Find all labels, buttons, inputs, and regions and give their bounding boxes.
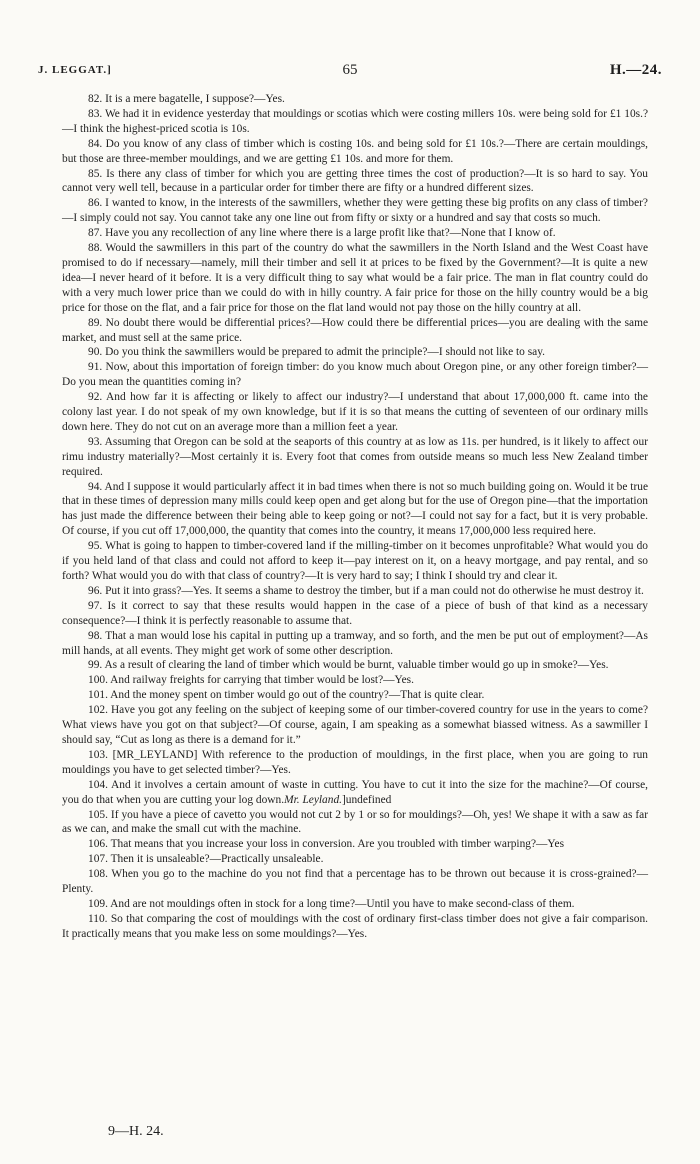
paper-reference: H.—24.: [609, 62, 662, 78]
paragraph: 103. [MR_LEYLAND] With reference to the production of mouldings, in the first place, when you are going to run mouldings you have to get selected timber?—Yes.: [62, 748, 648, 776]
paragraph: 102. Have you got any feeling on the subject of keeping some of our timber-covered country for use in the years to come? What views have you got on that subject?—Of course, again, I am speaking as a somewhat biassed witness. As a sawmiller I should say, “Cut as long as there is a demand for it.”: [62, 704, 648, 746]
paragraph: 110. So that comparing the cost of mouldings with the cost of ordinary first-class timber does not give a fair comparison. It practically means that you make less on some mouldings?—Yes.: [62, 912, 648, 940]
paragraph: 82. It is a mere bagatelle, I suppose?—Yes.: [88, 93, 285, 105]
paragraph: 88. Would the sawmillers in this part of the country do what the sawmillers in the North Island and the West Coast have promised to do if necessary—namely, mill their timber and sell it at prices to be fixed by the Government?—It is quite a new idea—I never heard of it before. It is a very difficult thing to say what would be a fair price. The man in flat country could do with a very much lower price than we could do with in hilly country. A fair price for those on the hilly country would be a big price for those on the flat, and a fair price for those on the flat land would not pay those on the hilly country at all.: [62, 242, 648, 314]
paragraph: 101. And the money spent on timber would go out of the country?—That is quite clear.: [88, 689, 485, 702]
paragraph: 94. And I suppose it would particularly affect it in bad times when there is not so much building going on. Would it be true that in these times of depression many mills could keep open and get along but for the use of Oregon pine—that the importation has just made the difference between their being able to keep going or not?—I could not say for a fact, but it is very probable. Of course, if you cut off 17,000,000, the quantity that comes into the country, it means 17,000,000 less required here.: [62, 480, 648, 538]
paragraph: 90. Do you think the sawmillers would be prepared to admit the principle?—I should not like to say.: [88, 346, 546, 359]
evidence-body: [62, 92, 648, 942]
paragraph: 98. That a man would lose his capital in putting up a tramway, and so forth, and the men be put out of employment?—As mill hands, at all events. They might get work of some other description.: [62, 629, 648, 657]
question-number: 104. And it involves a certain amount of waste in cutting. You have to cut it into the size for the machine?—Of course, you do that when you are cutting your log down.: [62, 778, 648, 806]
paragraph: 109. And are not mouldings often in stock for a long time?—Until you have to make second-class of them.: [88, 897, 575, 910]
paragraph-speaker: [62, 778, 648, 808]
speaker-rest: ]undefined: [342, 793, 392, 806]
paragraph: 95. What is going to happen to timber-covered land if the milling-timber on it becomes unprofitable? What would you do if you held land of that class and could not afford to keep it—pay interest on it, on a heavy mortgage, and pay rental, and so forth? What would you do with that class of country?—It is very hard to say; I think I should try and clear it.: [62, 540, 648, 582]
page-header: [38, 62, 662, 82]
paragraph: 107. Then it is unsaleable?—Practically unsaleable.: [88, 853, 324, 866]
paragraph: 93. Assuming that Oregon can be sold at the seaports of this country at as low as 11s. per hundred, is it likely to affect our rimu industry materially?—Most certainly it is. Every foot that comes from outside means so much less New Zealand timber required.: [62, 435, 648, 478]
paragraph: 105. If you have a piece of cavetto you would not cut 2 by 1 or so for mouldings?—Oh, yes! We shape it with a saw as far as we can, and make the small cut with the machine.: [62, 808, 648, 836]
paragraph: 108. When you go to the machine do you not find that a percentage has to be thrown out because it is cross-grained?—Plenty.: [62, 868, 648, 896]
paragraph: 100. And railway freights for carrying that timber would be lost?—Yes.: [88, 674, 414, 687]
paragraph: 91. Now, about this importation of foreign timber: do you know much about Oregon pine, or any other foreign timber?—Do you mean the quantities coming in?: [62, 361, 648, 389]
paragraph: 99. As a result of clearing the land of timber which would be burnt, valuable timber would go up in smoke?—Yes.: [88, 659, 609, 672]
header-witness: J. LEGGAT.]: [38, 64, 112, 76]
paragraph: 89. No doubt there would be differential prices?—How could there be differential prices—you are dealing with the same market, and must sell at the same price.: [62, 316, 648, 344]
paragraph: 84. Do you know of any class of timber which is costing 10s. and being sold for £1 10s.?—There are certain mouldings, but those are three-member mouldings, and we are getting £1 10s. and more for them.: [62, 137, 648, 165]
paragraph: 83. We had it in evidence yesterday that mouldings or scotias which were costing millers 10s. were being sold for £1 10s.?—I think the highest-priced scotia is 10s.: [62, 107, 648, 135]
paragraph: 96. Put it into grass?—Yes. It seems a shame to destroy the timber, but if a man could not do otherwise he must destroy it.: [88, 584, 644, 597]
paragraph: 92. And how far it is affecting or likely to affect our industry?—I understand that about 17,000,000 ft. came into the colony last year. I do not speak of my own knowledge, but if it is so that means the cutting of seventeen of our ordinary mills down here. They do not cut on an average more than a million feet a year.: [62, 391, 648, 433]
page-number: 65: [342, 62, 358, 78]
paragraph: 85. Is there any class of timber for which you are getting three times the cost of production?—It is so hard to say. You cannot very well tell, because in a particular order for timber there are fifty or a hundred different sizes.: [62, 167, 648, 195]
speaker-name: Mr. Leyland.: [284, 793, 342, 806]
paragraph: 86. I wanted to know, in the interests of the sawmillers, whether they were getting these big profits on any class of timber?—I simply could not say. You cannot take any one line out from fifty or sixty or a hundred and say that costs so much.: [62, 197, 648, 225]
page-footer: 9—H. 24.: [108, 1124, 164, 1139]
paragraph: 106. That means that you increase your loss in conversion. Are you troubled with timber warping?—Yes: [88, 838, 565, 851]
paragraph: 87. Have you any recollection of any line where there is a large profit like that?—None that I know of.: [88, 227, 556, 240]
paragraph: 97. Is it correct to say that these results would happen in the case of a piece of bush of that kind as a necessary consequence?—I think it is perfectly reasonable to assume that.: [62, 599, 648, 627]
